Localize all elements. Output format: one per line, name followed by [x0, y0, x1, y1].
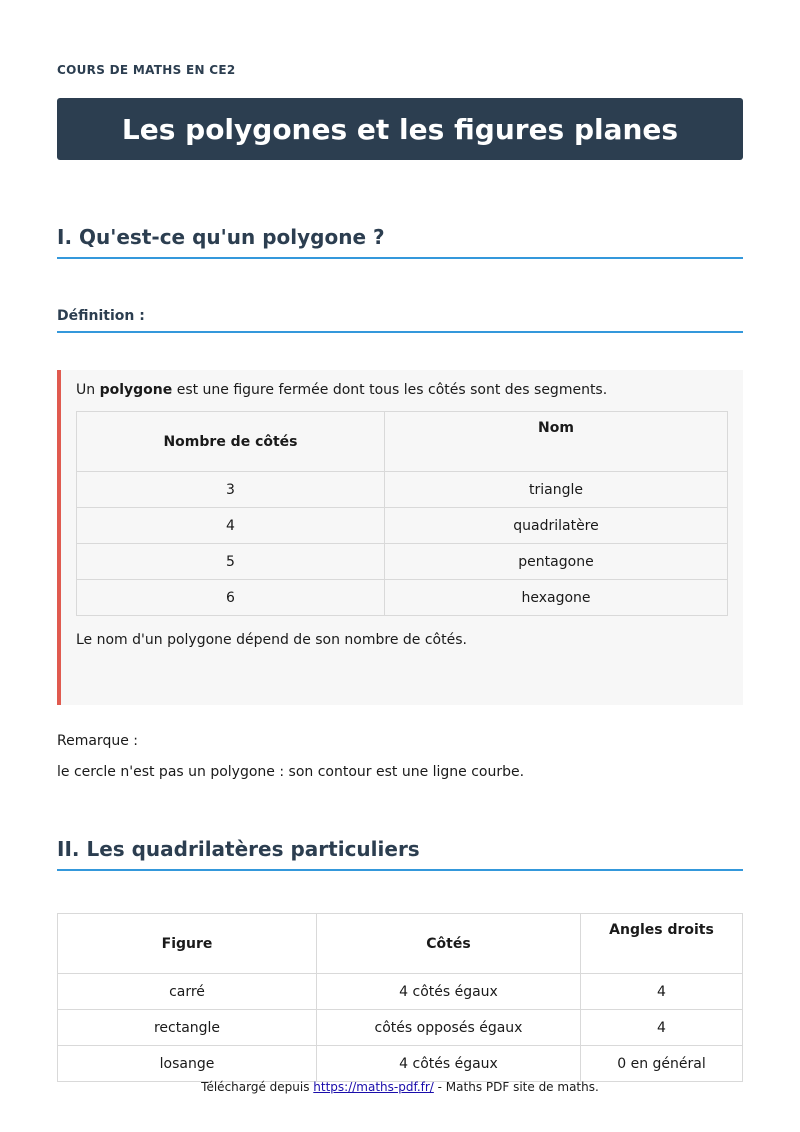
table-cell: 3	[77, 472, 385, 508]
table-row	[77, 580, 728, 616]
table-cell: carré	[58, 974, 317, 1010]
column-header-sides: Côtés	[317, 914, 581, 974]
page-title: Les polygones et les figures planes	[121, 112, 679, 146]
definition-text	[76, 382, 607, 398]
table-row	[77, 544, 728, 580]
definition-prefix: Un	[76, 382, 100, 398]
table-row	[77, 472, 728, 508]
definition-box	[57, 370, 743, 705]
table-cell: 4	[77, 508, 385, 544]
course-kicker: COURS DE MATHS EN CE2	[57, 63, 236, 77]
definition-conclusion: Le nom d'un polygone dépend de son nombre de côtés.	[76, 632, 467, 648]
section-2-heading: II. Les quadrilatères particuliers	[57, 837, 743, 871]
table-cell: 4 côtés égaux	[317, 1046, 581, 1082]
column-header-figure: Figure	[58, 914, 317, 974]
table-row	[77, 508, 728, 544]
table-cell: rectangle	[58, 1010, 317, 1046]
table-header-row	[77, 412, 728, 472]
table-cell: losange	[58, 1046, 317, 1082]
table-cell: 5	[77, 544, 385, 580]
table-row	[58, 1046, 743, 1082]
section-1-heading: I. Qu'est-ce qu'un polygone ?	[57, 225, 743, 259]
footer-suffix: - Maths PDF site de maths.	[433, 1080, 599, 1094]
footer	[0, 1080, 800, 1094]
column-header-right-angles: Angles droits	[581, 914, 743, 974]
table-row	[58, 1010, 743, 1046]
table-cell: pentagone	[385, 544, 728, 580]
column-header-sides: Nombre de côtés	[77, 412, 385, 472]
definition-subheading: Définition :	[57, 308, 743, 333]
remark-text: le cercle n'est pas un polygone : son contour est une ligne courbe.	[57, 764, 525, 780]
table-cell: côtés opposés égaux	[317, 1010, 581, 1046]
table-cell: 4	[581, 974, 743, 1010]
polygon-table	[76, 411, 728, 616]
table-cell: hexagone	[385, 580, 728, 616]
table-cell: 6	[77, 580, 385, 616]
table-cell: 4 côtés égaux	[317, 974, 581, 1010]
footer-link[interactable]: https://maths-pdf.fr/	[313, 1080, 434, 1094]
title-banner	[57, 98, 743, 160]
table-cell: 0 en général	[581, 1046, 743, 1082]
remark-label: Remarque :	[57, 733, 138, 749]
table-cell: quadrilatère	[385, 508, 728, 544]
table-row	[58, 974, 743, 1010]
definition-suffix: est une figure fermée dont tous les côtés sont des segments.	[172, 382, 608, 398]
table-cell: triangle	[385, 472, 728, 508]
definition-term: polygone	[99, 382, 173, 398]
table-header-row	[58, 914, 743, 974]
footer-prefix: Téléchargé depuis	[201, 1080, 314, 1094]
table-cell: 4	[581, 1010, 743, 1046]
quadrilateral-table	[57, 913, 743, 1082]
column-header-name: Nom	[385, 412, 728, 472]
